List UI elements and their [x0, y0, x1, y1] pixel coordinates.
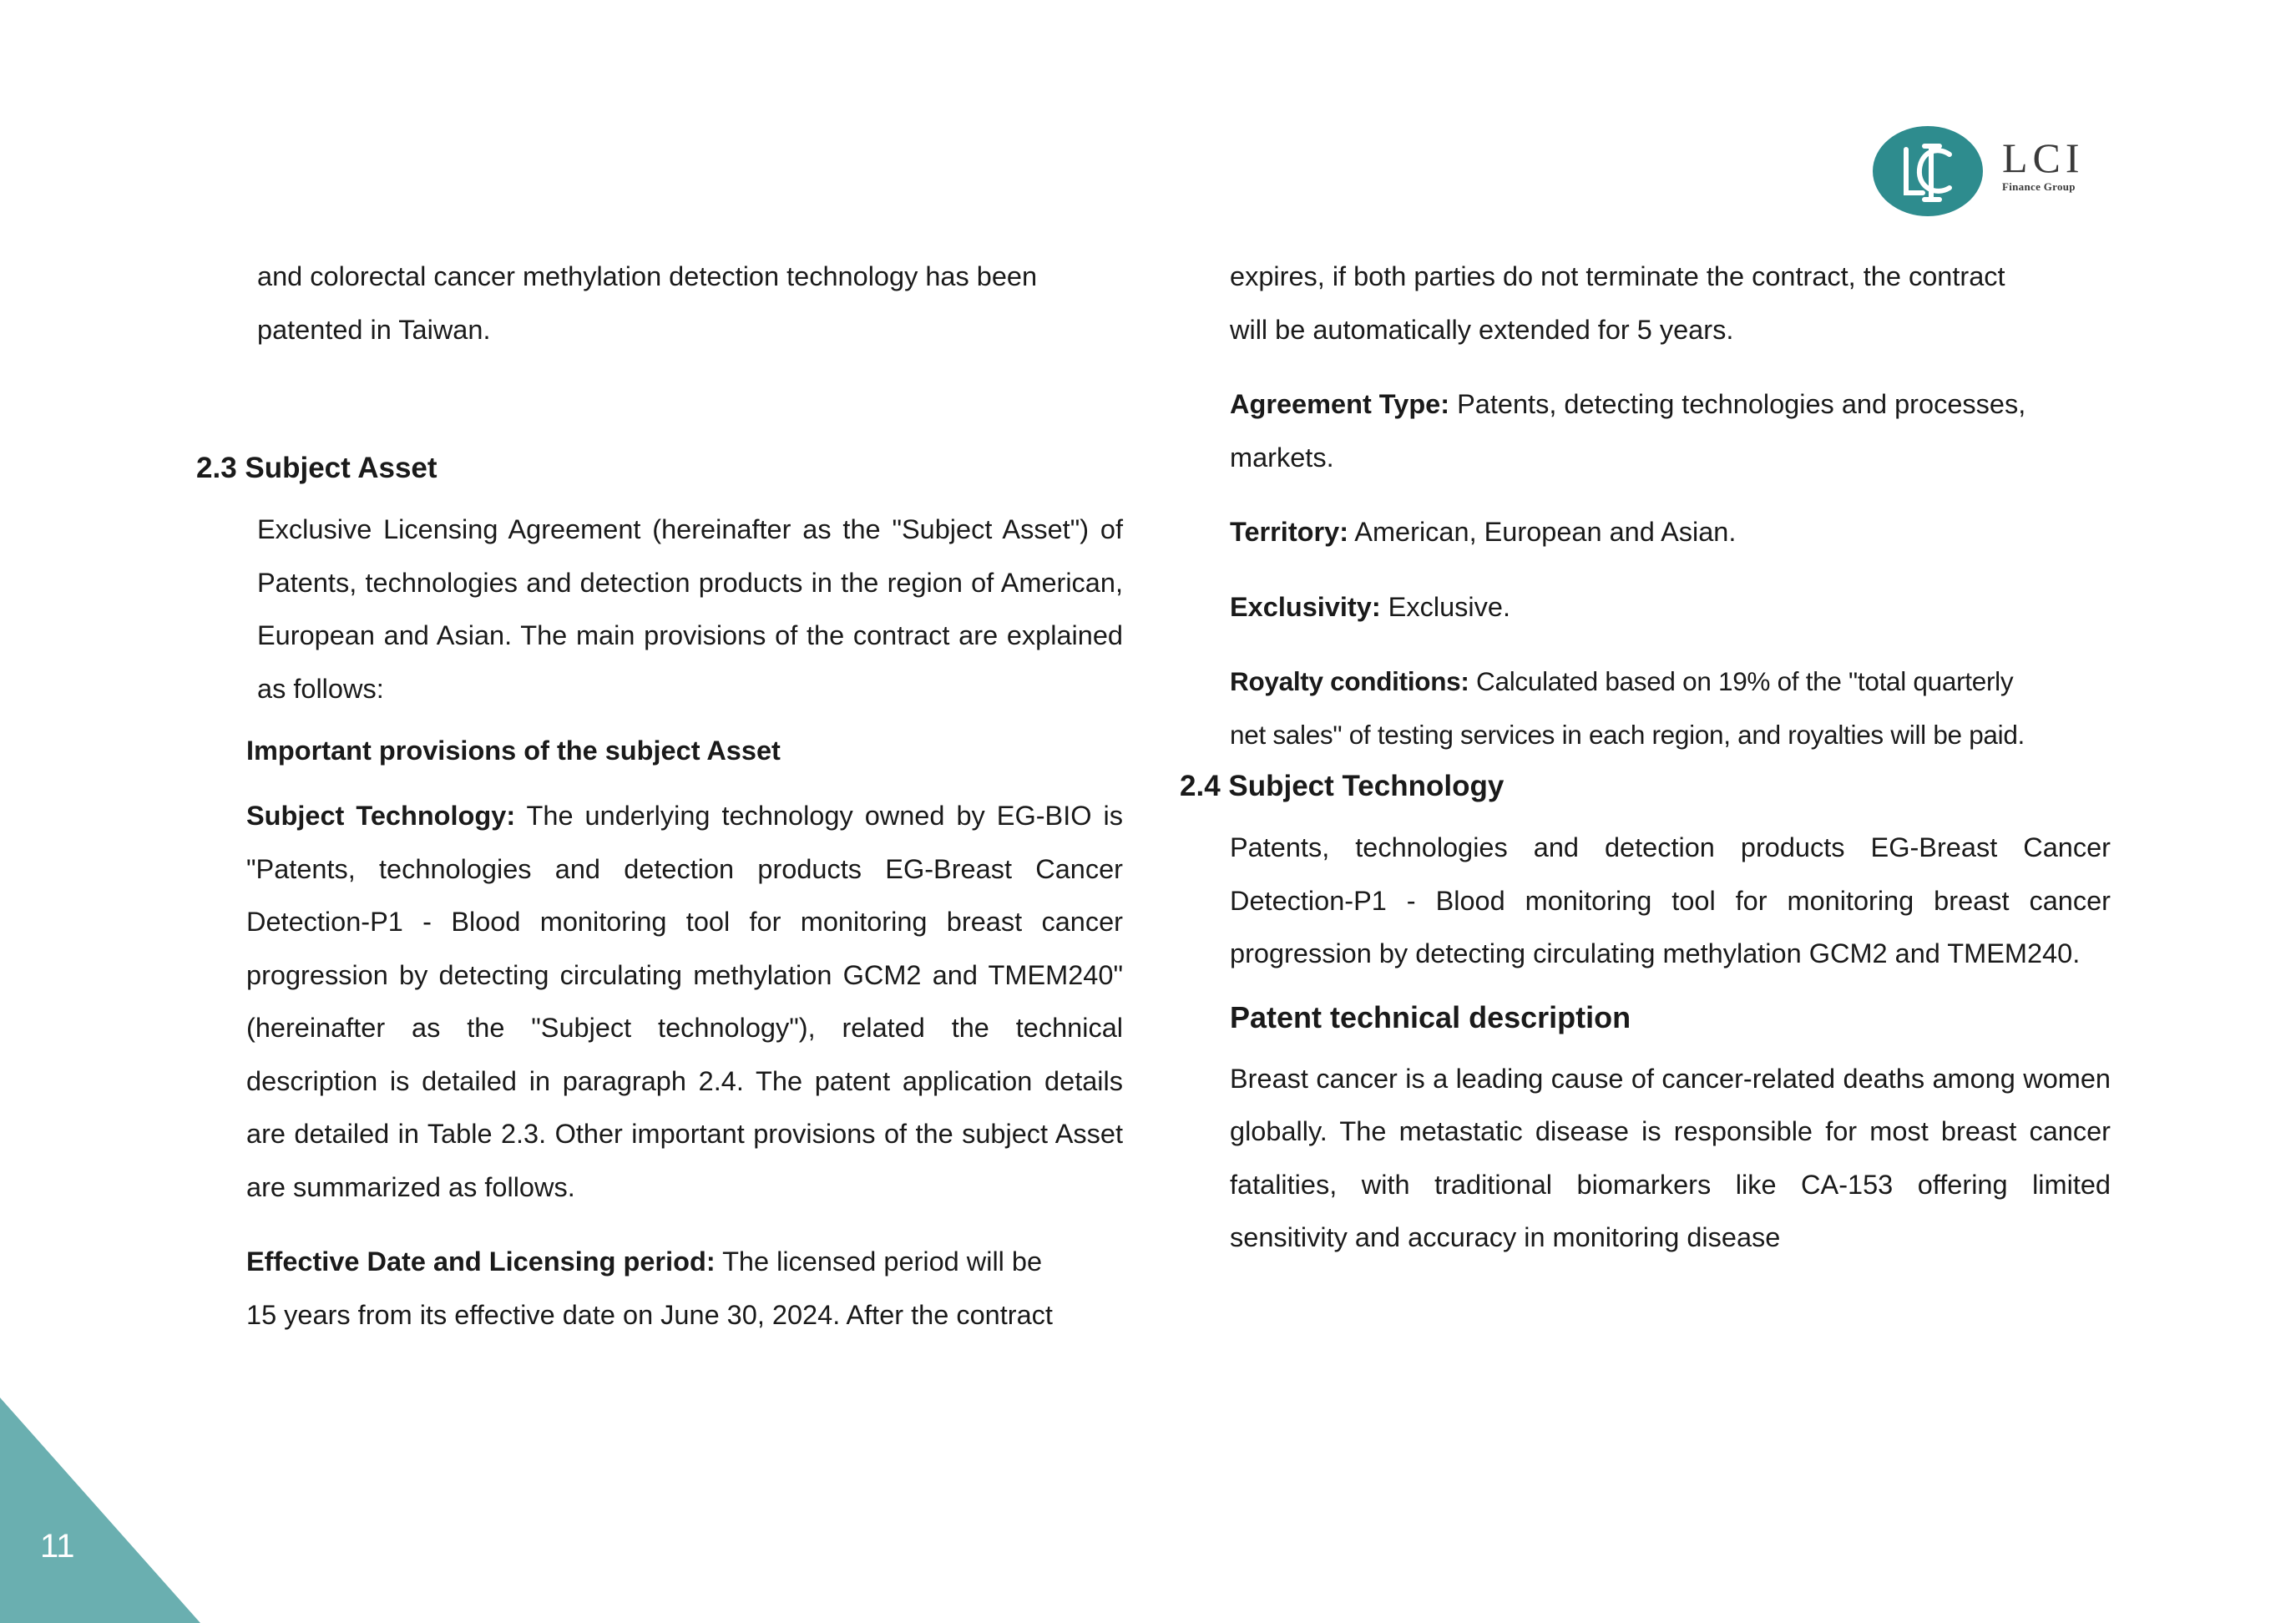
expires-line-1: expires, if both parties do not terminate the contract, the contract: [1230, 261, 2005, 291]
agreement-type-label: Agreement Type:: [1230, 389, 1450, 419]
subject-technology-label: Subject Technology:: [246, 801, 516, 831]
provisions-heading: Important provisions of the subject Asset: [246, 736, 781, 766]
intro-line-1: and colorectal cancer methylation detection technology has been: [257, 261, 1038, 291]
agreement-type-body: Patents, detecting technologies and processes, markets.: [1230, 389, 2026, 473]
exclusivity-body: Exclusive.: [1380, 591, 1510, 622]
expires-line-2: will be automatically extended for 5 years.: [1230, 314, 1734, 345]
royalty-line-1: Calculated based on 19% of the "total quarterly: [1469, 666, 2014, 696]
effective-date-label: Effective Date and Licensing period:: [246, 1246, 716, 1277]
subject-technology-paragraph: [246, 790, 1123, 1214]
page-number: 11: [40, 1528, 75, 1565]
patent-description-body: Breast cancer is a leading cause of cancer-related deaths among women globally. The metastatic disease is responsible for most breast cancer fatalities, with traditional biomarkers like CA-153 offering limited sensitivity and accuracy in monitoring disease: [1230, 1063, 2111, 1252]
logo-name: LCI: [2002, 134, 2085, 181]
territory-label: Territory:: [1230, 517, 1349, 547]
effective-date-line-2: 15 years from its effective date on June 30, 2024. After the contract: [246, 1299, 1053, 1330]
exclusivity-label: Exclusivity:: [1230, 591, 1381, 622]
agreement-type-paragraph: [1230, 378, 2123, 484]
section-2-4-heading: 2.4 Subject Technology: [1180, 770, 1505, 802]
royalty-label: Royalty conditions:: [1230, 666, 1469, 696]
expires-paragraph: [1230, 250, 2123, 356]
exclusivity-paragraph: [1230, 581, 2123, 635]
logo-mark-icon: [1873, 126, 1983, 216]
left-column: [196, 250, 1123, 1342]
royalty-paragraph: [1230, 655, 2123, 761]
section-2-3-body: Exclusive Licensing Agreement (hereinafter as the "Subject Asset") of Patents, technologies and detection products in the region of American, European and Asian. The main provisions of the contract are explained as follows:: [257, 514, 1123, 704]
patent-description-heading: Patent technical description: [1230, 999, 1631, 1034]
intro-paragraph: [257, 250, 1123, 356]
logo-text: [2002, 134, 2085, 193]
royalty-line-2: net sales" of testing services in each region, and royalties will be paid.: [1230, 719, 2025, 750]
effective-date-line-1: The licensed period will be: [715, 1246, 1043, 1277]
section-2-3-heading: 2.3 Subject Asset: [196, 452, 437, 484]
lci-logo: [1873, 124, 2115, 220]
logo-subtitle: Finance Group: [2002, 180, 2076, 193]
territory-paragraph: [1230, 506, 2123, 559]
right-column: [1180, 250, 2123, 1265]
subject-technology-body: The underlying technology owned by EG-BIO is "Patents, technologies and detection products EG-Breast Cancer Detection-P1 - Blood monitoring tool for monitoring breast cancer progression by detecting circulating methylation GCM2 and TMEM240" (hereinafter as the "Subject technology"), related the technical description is detailed in paragraph 2.4. The patent application details are detailed in Table 2.3. Other important provisions of the subject Asset are summarized as follows.: [246, 801, 1123, 1202]
effective-date-paragraph: [246, 1236, 1123, 1342]
footer-corner-triangle: [0, 1398, 200, 1623]
territory-body: American, European and Asian.: [1348, 517, 1737, 547]
section-2-4-body: Patents, technologies and detection products EG-Breast Cancer Detection-P1 - Blood monitoring tool for monitoring breast cancer progression by detecting circulating methylation GCM2 and TMEM240.: [1230, 832, 2111, 968]
intro-line-2: patented in Taiwan.: [257, 314, 491, 345]
